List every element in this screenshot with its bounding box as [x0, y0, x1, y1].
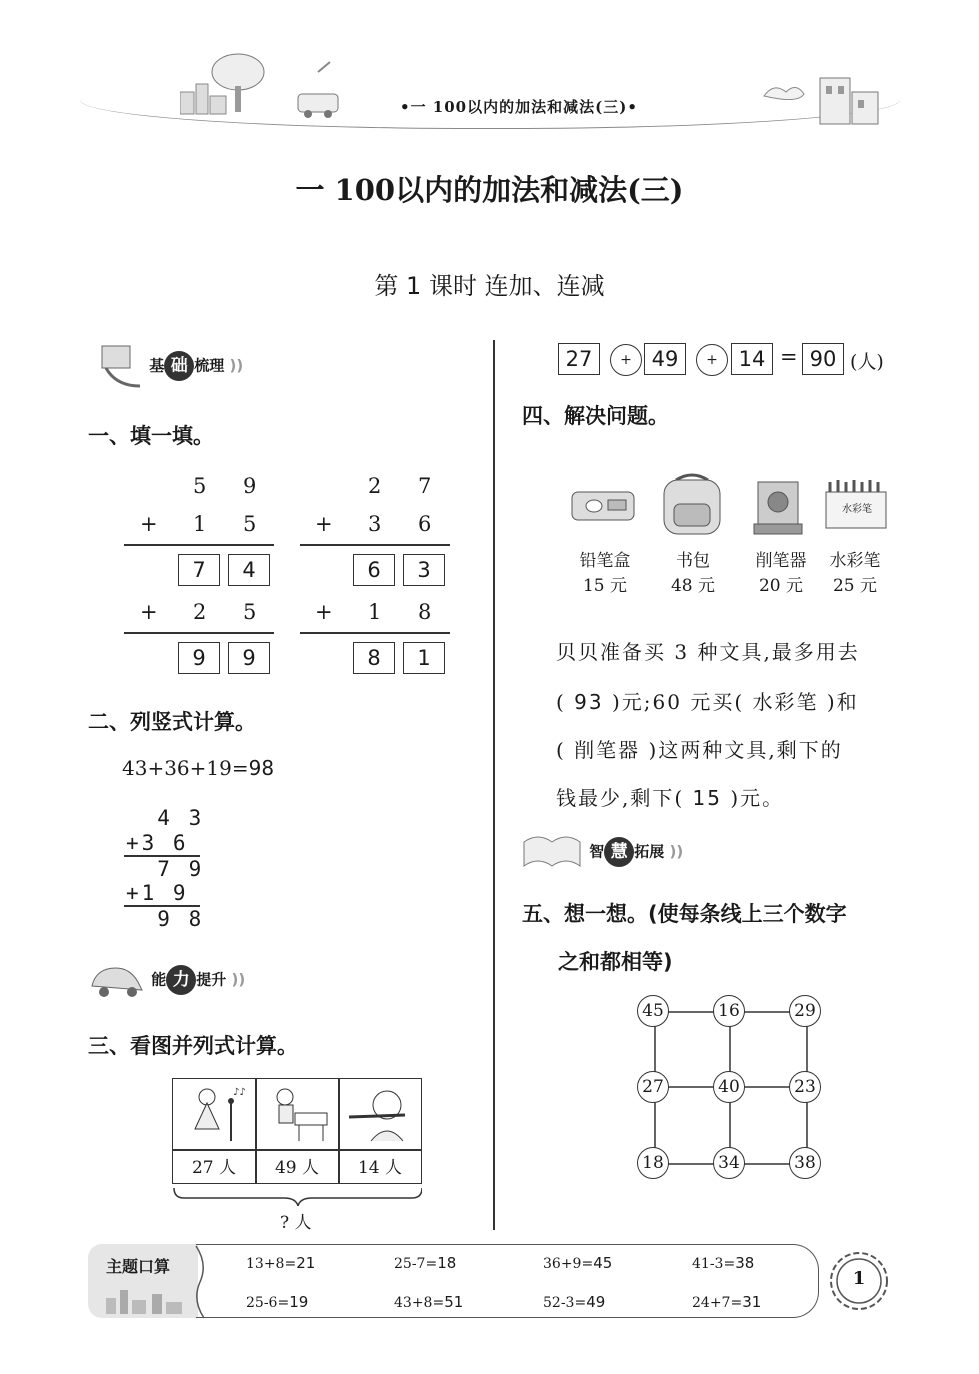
q1-right-r2-ones: 1 [403, 642, 445, 674]
oral-ans-1: 21 [296, 1254, 316, 1272]
q5-title-cont: 之和都相等) [558, 950, 673, 974]
q2-equation: 43+36+19= [122, 756, 249, 780]
oral-expr-2: 25-7= [394, 1256, 438, 1272]
q1-left-b-tens: 1 [193, 512, 207, 536]
badge-wisdom: 智 慧 拓展 )) [520, 832, 683, 872]
q1-right-a-ones: 7 [418, 474, 432, 498]
q4-item-1-price: 15 元 [582, 576, 628, 596]
q3-count-2: 49 人 [274, 1158, 320, 1178]
q3-picture-table [172, 1078, 422, 1184]
q5-node-r3c1: 18 [637, 1147, 669, 1179]
q4-line4-close: )元。 [730, 786, 785, 810]
oral-expr-6: 43+8= [394, 1295, 445, 1311]
q4-item-4-name: 水彩笔 [829, 551, 881, 571]
q1-left-line2 [124, 632, 274, 634]
q1-right-a-tens: 2 [368, 474, 382, 498]
q4-line2 [556, 686, 859, 715]
q5-node-r2c1: 27 [637, 1071, 669, 1103]
q2-equation-line [122, 756, 274, 780]
q1-left-c-tens: 2 [193, 600, 207, 624]
column-divider [493, 340, 495, 1230]
q2-title: 二、列竖式计算。 [88, 710, 256, 734]
badge-wisdom-pre: 智 [589, 842, 605, 861]
oral-expr-3: 36+9= [543, 1256, 594, 1272]
q3-eq-c: 14 [731, 343, 773, 375]
badge-basic-circle: 础 [164, 351, 194, 381]
oral-expr-4: 41-3= [692, 1256, 736, 1272]
q4-item-3-price: 20 元 [758, 576, 804, 596]
slide-icon [96, 344, 144, 388]
q5-node-r3c2: 34 [713, 1147, 745, 1179]
q4-item-1-name: 铅笔盒 [579, 551, 631, 571]
q2-vert-row3: 7 9 [126, 857, 205, 881]
q5-node-r2c2: 40 [713, 1071, 745, 1103]
badge-ability-circle: 力 [166, 965, 196, 995]
oral-expr-5: 25-6= [246, 1295, 290, 1311]
car-icon [88, 960, 146, 1000]
q2-vert-row1: 4 3 [126, 806, 205, 830]
q4-line4-open: 钱最少,剩下( [556, 786, 685, 810]
q1-left-op2: + [140, 600, 158, 624]
oral-item-1 [246, 1254, 315, 1272]
q4-item-3 [746, 546, 816, 596]
oral-ans-2: 18 [437, 1254, 457, 1272]
chapter-title: 一 100以内的加法和减法(三) [295, 173, 684, 207]
q3-brace [172, 1186, 422, 1206]
oral-expr-7: 52-3= [543, 1295, 587, 1311]
oral-expr-8: 24+7= [692, 1295, 743, 1311]
q5-node-r2c3: 23 [789, 1071, 821, 1103]
q1-right-op2: + [315, 600, 333, 624]
q1-left-a-tens: 5 [193, 474, 207, 498]
oral-item-6 [394, 1293, 463, 1311]
q3-count-1: 27 人 [191, 1158, 237, 1178]
badge-wisdom-circle: 慧 [604, 837, 634, 867]
q2-vert-row2: +3 6 [126, 831, 189, 855]
q1-right-b-tens: 3 [368, 512, 382, 536]
q3-count-3: 14 人 [357, 1158, 403, 1178]
q1-left-b-ones: 5 [243, 512, 257, 536]
q1-right-c-ones: 8 [418, 600, 432, 624]
header-illustration-left [180, 50, 380, 120]
q5-node-r1c3: 29 [789, 995, 821, 1027]
q4-title: 四、解决问题。 [522, 404, 669, 428]
q4-answer-item2: 削笔器 [574, 738, 641, 762]
oral-ans-6: 51 [444, 1293, 464, 1311]
q4-item-3-name: 削笔器 [755, 551, 807, 571]
q1-right-r1-ones: 3 [403, 554, 445, 586]
q1-right-c-tens: 1 [368, 600, 382, 624]
badge-basic-post: 梳理 [194, 356, 225, 375]
q1-left-line1 [124, 544, 274, 546]
badge-wisdom-post: 拓展 [634, 842, 665, 861]
q4-line3-open: ( [556, 738, 566, 762]
oral-item-4 [692, 1254, 754, 1272]
backpack-icon [656, 470, 728, 538]
singer-icon [183, 1083, 247, 1145]
city-skyline-icon [102, 1284, 192, 1314]
q4-item-2-name: 书包 [676, 551, 710, 571]
oral-ans-3: 45 [593, 1254, 613, 1272]
badge-basic-pre: 基 [149, 356, 165, 375]
flutist-icon [347, 1083, 413, 1145]
oral-ans-7: 49 [586, 1293, 606, 1311]
q4-line2-open: ( [556, 690, 566, 714]
header-illustration-right [760, 68, 890, 128]
q2-vert-row5: 9 8 [126, 907, 205, 931]
q3-eq-unit: (人) [850, 351, 884, 373]
q5-node-r1c2: 16 [713, 995, 745, 1027]
q3-eq-a: 27 [558, 343, 600, 375]
oral-item-3 [543, 1254, 612, 1272]
lesson-title: 第 1 课时 连加、连减 [374, 272, 605, 300]
pianist-icon [265, 1083, 331, 1145]
q3-total: ? 人 [280, 1213, 312, 1233]
q3-eq-op2: + [696, 344, 728, 376]
q3-eq-equals: = [780, 345, 798, 369]
q4-line1: 贝贝准备买 3 种文具,最多用去 [556, 640, 860, 664]
q1-left-op1: + [140, 512, 158, 536]
q1-right-r2-tens: 8 [353, 642, 395, 674]
q5-title: 五、想一想。(使每条线上三个数字 [522, 902, 847, 926]
oral-item-2 [394, 1254, 456, 1272]
q1-left-r1-tens: 7 [178, 554, 220, 586]
page-number: 1 [852, 1268, 866, 1289]
oral-label: 主题口算 [106, 1257, 171, 1276]
q4-answer-max: 93 [574, 690, 604, 714]
badge-basic: 基 础 梳理 )) [96, 344, 243, 388]
oral-item-5 [246, 1293, 308, 1311]
badge-ability-post: 提升 [196, 970, 227, 989]
q1-right-op1: + [315, 512, 333, 536]
q4-line3 [556, 734, 843, 763]
q4-line2-close: )和 [826, 690, 859, 714]
books-icon [520, 832, 584, 872]
q1-title: 一、填一填。 [88, 424, 214, 448]
q1-right-r1-tens: 6 [353, 554, 395, 586]
oral-label-panel [88, 1244, 198, 1318]
q4-line2-mid: )元;60 元买( [611, 690, 745, 714]
q4-answer-remaining: 15 [692, 786, 722, 810]
q1-left-a-ones: 9 [243, 474, 257, 498]
q2-vert-row4: +1 9 [126, 881, 189, 905]
oral-ans-5: 19 [289, 1293, 309, 1311]
watercolor-box-label: 水彩笔 [842, 504, 872, 515]
q5-node-r3c3: 38 [789, 1147, 821, 1179]
running-title: •一 100以内的加法和减法(三)• [400, 98, 638, 116]
sharpener-icon [750, 474, 806, 538]
q1-left-r2-ones: 9 [228, 642, 270, 674]
pencil-case-icon [570, 486, 636, 526]
q3-eq-op1: + [610, 344, 642, 376]
q5-node-r1c1: 45 [637, 995, 669, 1027]
q4-item-1 [570, 546, 640, 596]
q1-right-line2 [300, 632, 450, 634]
q3-eq-b: 49 [644, 343, 686, 375]
badge-ability: 能 力 提升 )) [88, 960, 245, 1000]
q4-line4 [556, 782, 784, 811]
q4-item-2 [658, 546, 728, 596]
q3-table-row-sep [173, 1149, 421, 1151]
oral-ans-8: 31 [742, 1293, 762, 1311]
q4-line3-close: )这两种文具,剩下的 [648, 738, 843, 762]
q4-item-4-price: 25 元 [832, 576, 878, 596]
q1-left-r2-tens: 9 [178, 642, 220, 674]
q3-title: 三、看图并列式计算。 [88, 1034, 298, 1058]
oral-ans-4: 38 [735, 1254, 755, 1272]
q1-right-b-ones: 6 [418, 512, 432, 536]
q2-answer: 98 [248, 756, 275, 780]
q1-right-line1 [300, 544, 450, 546]
oral-item-8 [692, 1293, 761, 1311]
q4-item-4 [820, 546, 890, 596]
q3-eq-result: 90 [802, 343, 844, 375]
q1-left-c-ones: 5 [243, 600, 257, 624]
q4-item-2-price: 48 元 [670, 576, 716, 596]
badge-ability-pre: 能 [151, 970, 167, 989]
q4-answer-item1: 水彩笔 [752, 690, 819, 714]
svg-text:♪♪: ♪♪ [233, 1087, 246, 1098]
oral-expr-1: 13+8= [246, 1256, 297, 1272]
q1-left-r1-ones: 4 [228, 554, 270, 586]
oral-item-7 [543, 1293, 605, 1311]
oral-panel-curve [190, 1244, 210, 1320]
